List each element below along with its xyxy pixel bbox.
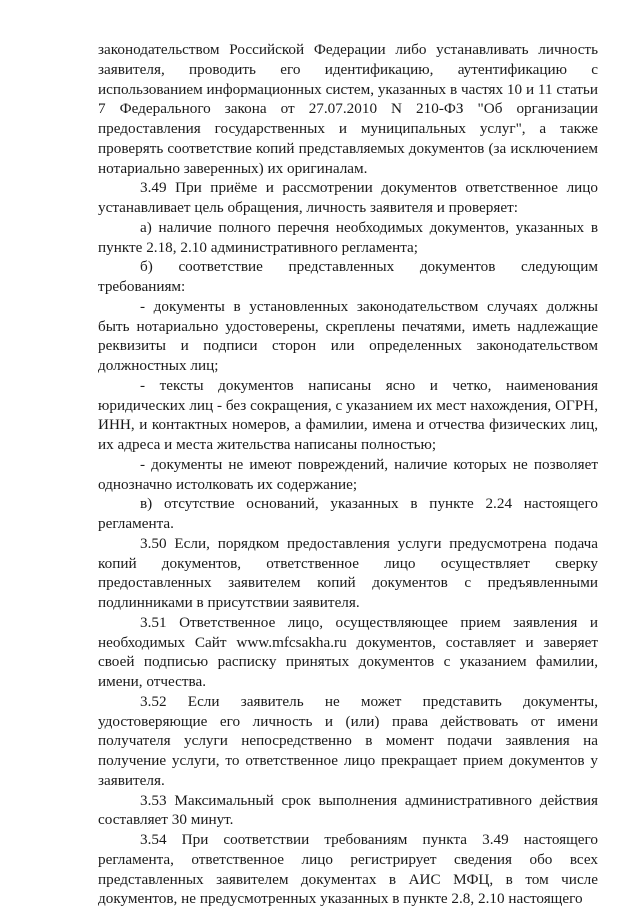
paragraph-3-49: 3.49 При приёме и рассмотрении документов ответственное лицо устанавливает цель обращения, личность заявителя и проверяет: (98, 179, 598, 216)
paragraph-3-49-a: а) наличие полного перечня необходимых документов, указанных в пункте 2.18, 2.10 административного регламента; (98, 218, 598, 256)
paragraph-3-53: 3.53 Максимальный срок выполнения административного действия составляет 30 минут. (98, 791, 598, 829)
paragraph-3-52: 3.52 Если заявитель не может представить документы, удостоверяющие его личность и (или) права действовать от имени получателя услуги непосредственно в момент подачи заявления на получение услуги, то ответственное лицо прекращает прием документов у заявителя. (98, 692, 598, 789)
paragraph-3-49-b-item-2: - тексты документов написаны ясно и четко, наименования юридических лиц - без сокращения, с указанием их мест нахождения, ОГРН, ИНН, и контактных номеров, а фамилии, имена и отчества физических лиц, их адреса и места жительства написаны полностью; (98, 376, 598, 453)
paragraph-continuation: законодательством Российской Федерации либо устанавливать личность заявителя, проводить его идентификацию, аутентификацию с использованием информационных систем, указанных в частях 10 и 11 статьи 7 Федерального закона от 27.07.2010 N 210-ФЗ "Об организации предоставления государственных и муниципальных услуг", а также проверять соответствие копий представляемых документов (за исключением нотариально заверенных) их оригиналам. (98, 41, 598, 177)
paragraph-3-49-b: б) соответствие представленных документов следующим требованиям: (98, 258, 598, 295)
paragraph-3-49-c: в) отсутствие оснований, указанных в пункте 2.24 настоящего регламента. (98, 495, 598, 532)
paragraph-3-49-b-item-3: - документы не имеют повреждений, наличие которых не позволяет однозначно истолковать их содержание; (98, 455, 598, 493)
paragraph-3-49-b-item-1: - документы в установленных законодательством случаях должны быть нотариально удостоверены, скреплены печатями, иметь надлежащие реквизиты и подписи сторон или определенных законодательством должностных лиц; (98, 297, 598, 374)
document-body (98, 40, 598, 909)
paragraph-3-50: 3.50 Если, порядком предоставления услуги предусмотрена подача копий документов, ответственное лицо осуществляет сверку предоставленных заявителем копий документов с предъявленными подлинниками в присутствии заявителя. (98, 534, 598, 611)
paragraph-3-51: 3.51 Ответственное лицо, осуществляющее прием заявления и необходимых Сайт www.mfcsakha.ru документов, составляет и заверяет своей подписью расписку принятых документов с указанием фамилии, имени, отчества. (98, 613, 598, 690)
paragraph-3-54: 3.54 При соответствии требованиям пункта 3.49 настоящего регламента, ответственное лицо регистрирует сведения обо всех представленных заявителем документах в АИС МФЦ, в том числе документов, не предусмотренных указанных в пункте 2.8, 2.10 настоящего (98, 831, 598, 908)
